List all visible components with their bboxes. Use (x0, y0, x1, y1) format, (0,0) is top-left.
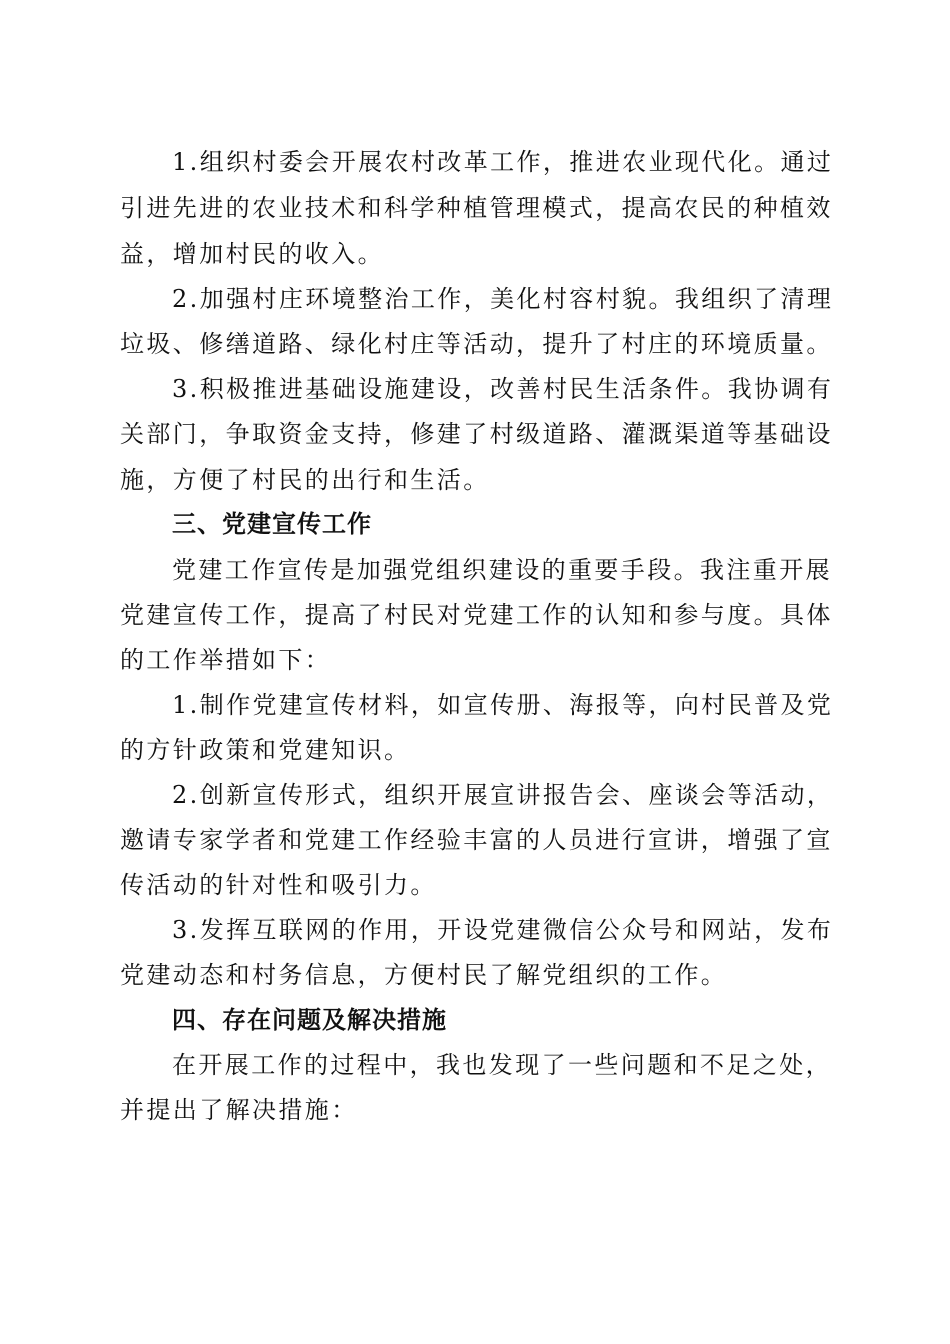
paragraph-2-line-2: 垃圾、修缮道路、绿化村庄等活动，提升了村庄的环境质量。 (120, 330, 833, 358)
paragraph-6-line-1: 2.创新宣传形式，组织开展宣讲报告会、座谈会等活动， (172, 781, 834, 809)
paragraph-3-line-3: 施，方便了村民的出行和生活。 (120, 466, 490, 494)
paragraph-1-line-3: 益，增加村民的收入。 (120, 240, 384, 268)
paragraph-3-line-1: 3.积极推进基础设施建设，改善村民生活条件。我协调有 (172, 375, 834, 403)
paragraph-8-line-2: 并提出了解决措施： (120, 1096, 358, 1124)
paragraph-4-line-2: 党建宣传工作，提高了村民对党建工作的认知和参与度。具体 (120, 601, 833, 629)
paragraph-4-line-1: 党建工作宣传是加强党组织建设的重要手段。我注重开展 (172, 556, 832, 584)
paragraph-7-line-2: 党建动态和村务信息，方便村民了解党组织的工作。 (120, 961, 728, 989)
paragraph-2-line-1: 2.加强村庄环境整治工作，美化村容村貌。我组织了清理 (172, 285, 834, 313)
paragraph-1-line-1: 1.组织村委会开展农村改革工作，推进农业现代化。通过 (172, 148, 834, 176)
paragraph-3-line-2: 关部门，争取资金支持，修建了村级道路、灌溉渠道等基础设 (120, 420, 833, 448)
paragraph-6-line-2: 邀请专家学者和党建工作经验丰富的人员进行宣讲，增强了宣 (120, 826, 833, 854)
section-heading-3: 三、党建宣传工作 (172, 510, 372, 538)
paragraph-1-line-2: 引进先进的农业技术和科学种植管理模式，提高农民的种植效 (120, 194, 833, 222)
paragraph-4-line-3: 的工作举措如下： (120, 646, 332, 674)
paragraph-6-line-3: 传活动的针对性和吸引力。 (120, 871, 437, 899)
paragraph-8-line-1: 在开展工作的过程中，我也发现了一些问题和不足之处， (172, 1051, 832, 1079)
paragraph-5-line-2: 的方针政策和党建知识。 (120, 736, 411, 764)
paragraph-5-line-1: 1.制作党建宣传材料，如宣传册、海报等，向村民普及党 (172, 691, 834, 719)
section-heading-4: 四、存在问题及解决措施 (172, 1006, 447, 1034)
paragraph-7-line-1: 3.发挥互联网的作用，开设党建微信公众号和网站，发布 (172, 916, 834, 944)
